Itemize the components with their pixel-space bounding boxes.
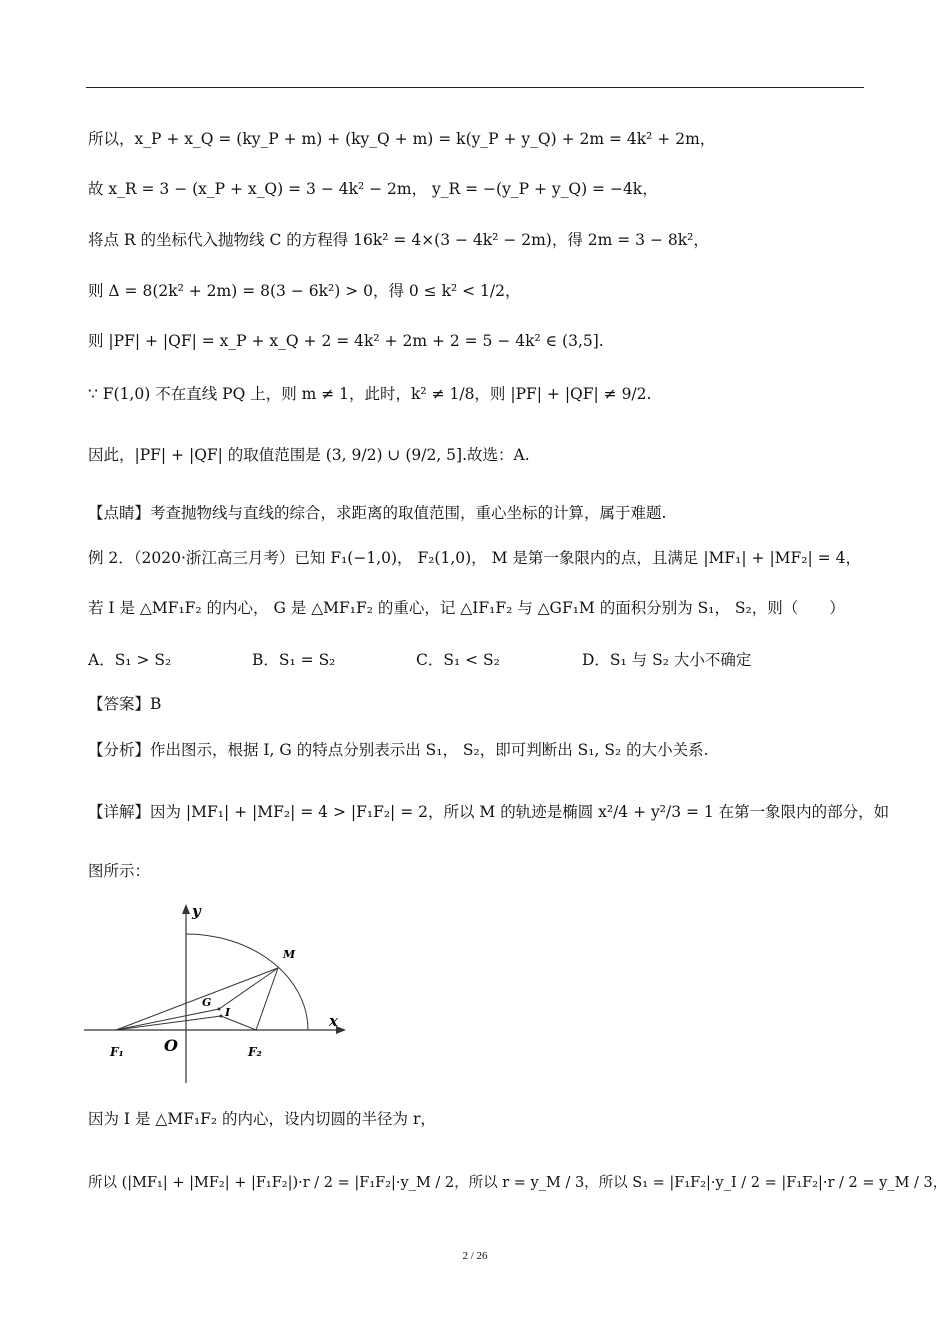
- point-i: [220, 1015, 223, 1018]
- text-line-5: 则 |PF| + |QF| = x_P + x_Q + 2 = 4k² + 2m + 2 = 5 − 4k² ∈ (3,5].: [88, 332, 604, 350]
- text-line-7: 因此，|PF| + |QF| 的取值范围是 (3, 9/2) ∪ (9/2, 5].故选：A.: [88, 446, 530, 464]
- text-line-4: 则 Δ = 8(2k² + 2m) = 8(3 − 6k²) > 0，得 0 ≤ k² < 1/2，: [88, 282, 521, 300]
- after-figure-line-1: 因为 I 是 △MF₁F₂ 的内心，设内切圆的半径为 r，: [88, 1110, 436, 1128]
- label-x: x: [329, 1012, 338, 1030]
- ellipse-figure: [84, 898, 364, 1088]
- option-c: C．S₁ < S₂: [416, 651, 500, 669]
- segment-f1-g: [116, 1009, 219, 1030]
- analysis-line: 【分析】作出图示，根据 I, G 的特点分别表示出 S₁， S₂，即可判断出 S₁, S₂ 的大小关系.: [88, 741, 709, 759]
- remark-line: 【点睛】考查抛物线与直线的综合，求距离的取值范围，重心坐标的计算，属于难题.: [88, 504, 667, 522]
- page-number: 2 / 26: [462, 1250, 488, 1262]
- label-i: I: [225, 1006, 231, 1019]
- label-y: y: [192, 902, 201, 920]
- label-f1: F₁: [110, 1045, 124, 1059]
- segment-f2-m: [256, 968, 278, 1030]
- text-line-1: 所以，x_P + x_Q = (ky_P + m) + (ky_Q + m) = k(y_P + y_Q) + 2m = 4k² + 2m，: [88, 130, 716, 148]
- y-axis-arrow-icon: [182, 904, 190, 914]
- segment-f1-i: [116, 1016, 221, 1030]
- header-rule: [86, 87, 864, 88]
- after-figure-line-2: 所以 (|MF₁| + |MF₂| + |F₁F₂|)·r / 2 = |F₁F₂|·y_M / 2，所以 r = y_M / 3，所以 S₁ = |F₁F₂|·y_I / 2 = |F₁F₂|·r / 2 = y_M / 3，: [88, 1175, 948, 1191]
- option-b: B．S₁ = S₂: [252, 651, 336, 669]
- example-2-question: 若 I 是 △MF₁F₂ 的内心， G 是 △MF₁F₂ 的重心，记 △IF₁F₂ 与 △GF₁M 的面积分别为 S₁， S₂，则（ ）: [88, 599, 845, 617]
- detail-cont-line: 图所示：: [88, 862, 151, 880]
- example-2-title: 例 2．（2020·浙江高三月考）已知 F₁(−1,0)， F₂(1,0)， M 是第一象限内的点，且满足 |MF₁| + |MF₂| = 4，: [88, 549, 861, 567]
- detail-line: 【详解】因为 |MF₁| + |MF₂| = 4 > |F₁F₂| = 2，所以 M 的轨迹是椭圆 x²/4 + y²/3 = 1 在第一象限内的部分，如: [88, 803, 890, 821]
- option-a: A．S₁ > S₂: [88, 651, 172, 669]
- label-m: M: [283, 948, 296, 961]
- segment-f1-m: [116, 968, 278, 1030]
- text-line-6: ∵ F(1,0) 不在直线 PQ 上，则 m ≠ 1，此时，k² ≠ 1/8，则 |PF| + |QF| ≠ 9/2.: [88, 385, 652, 403]
- point-g: [218, 1008, 221, 1011]
- text-line-2: 故 x_R = 3 − (x_P + x_Q) = 3 − 4k² − 2m， y_R = −(y_P + y_Q) = −4k，: [88, 180, 658, 198]
- answer-line: 【答案】B: [88, 695, 162, 713]
- segment-g-m: [219, 968, 278, 1009]
- label-f2: F₂: [248, 1045, 262, 1059]
- text-line-3: 将点 R 的坐标代入抛物线 C 的方程得 16k² = 4×(3 − 4k² − 2m)，得 2m = 3 − 8k²，: [88, 231, 709, 249]
- label-g: G: [202, 996, 212, 1009]
- option-d: D．S₁ 与 S₂ 大小不确定: [582, 651, 752, 669]
- label-o: O: [164, 1036, 178, 1055]
